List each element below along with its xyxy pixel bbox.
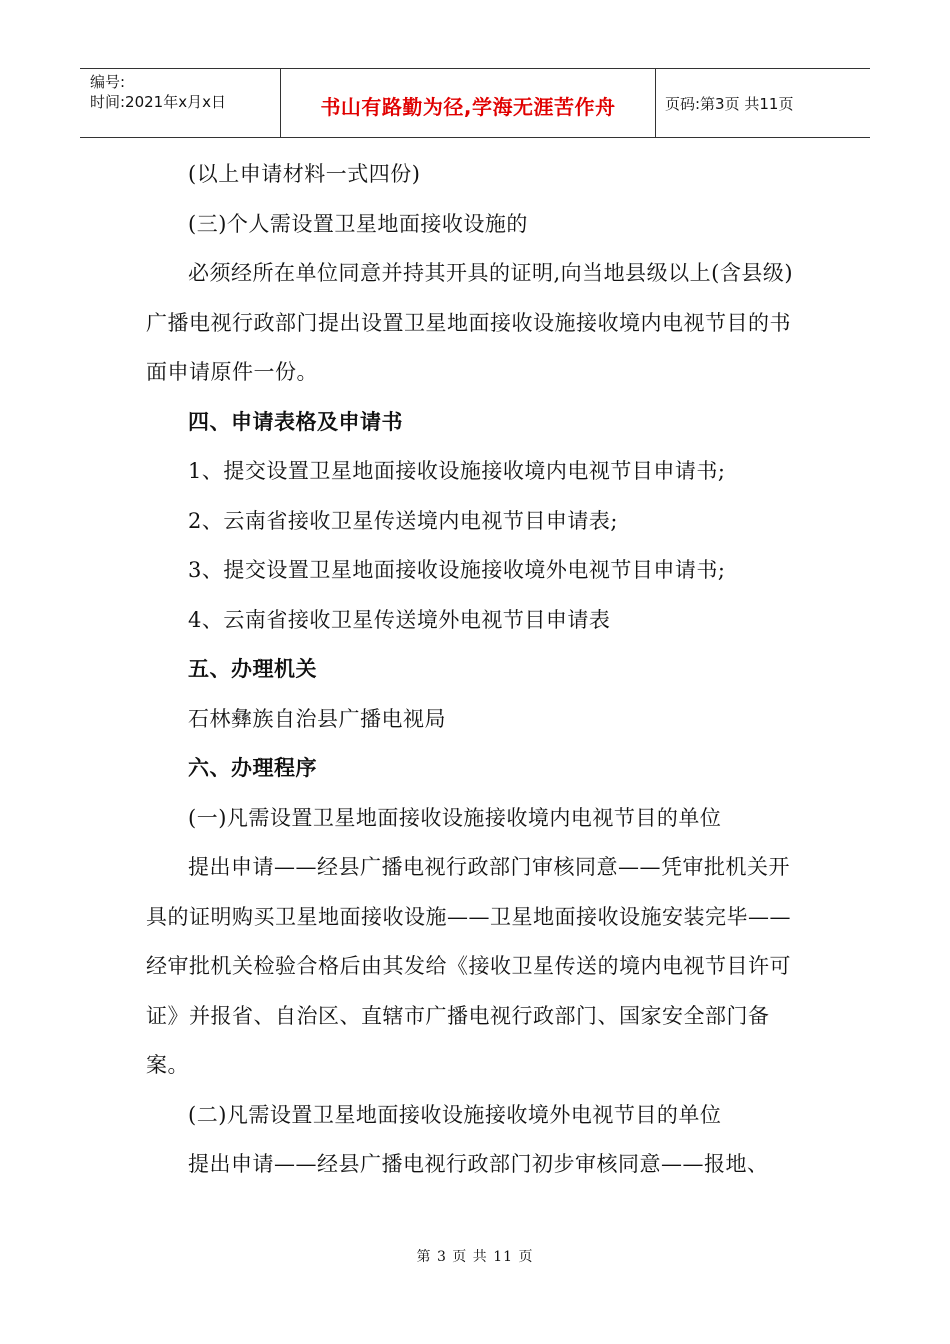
form-item-4: 4、云南省接收卫星传送境外电视节目申请表 [188,607,611,632]
header-page-cell [655,69,870,137]
header-motto-cell [280,69,656,137]
form-item-3: 3、提交设置卫星地面接收设施接收境外电视节目申请书; [188,558,726,582]
section-5-heading: 五、办理机关 [188,657,317,681]
materials-note: (以上申请材料一式四份) [188,162,421,186]
subsection-3-text: 必须经所在单位同意并持其开具的证明,向当地县级以上(含县级)广播电视行政部门提出设置卫星地面接收设施接收境内电视节目的书面申请原件一份。 [146,261,794,384]
form-item-2: 2、云南省接收卫星传送境内电视节目申请表; [188,508,618,533]
subsection-3-heading: (三)个人需设置卫星地面接收设施的 [188,211,528,236]
page-footer: 第 3 页 共 11 页 [416,1249,534,1265]
document-header [80,68,870,138]
procedure-2-heading: (二)凡需设置卫星地面接收设施接收境外电视节目的单位 [188,1102,722,1127]
authority-name: 石林彝族自治县广播电视局 [188,706,446,731]
procedure-1-heading: (一)凡需设置卫星地面接收设施接收境内电视节目的单位 [188,805,722,830]
procedure-2-text: 提出申请——经县广播电视行政部门初步审核同意——报地、 [188,1152,769,1176]
form-item-1: 1、提交设置卫星地面接收设施接收境内电视节目申请书; [188,459,726,483]
document-time-label: 时间:2021年x月x日 [90,93,226,111]
section-4-heading: 四、申请表格及申请书 [188,409,403,434]
procedure-1-text: 提出申请——经县广播电视行政部门审核同意——凭审批机关开具的证明购买卫星地面接收设施——卫星地面接收设施安装完毕——经审批机关检验合格后由其发给《接收卫星传送的境内电视节目许可证》并报省、自治区、直辖市广播电视行政部门、国家安全部门备案。 [146,855,791,1077]
header-page-info: 页码:第3页 共11页 [665,95,794,113]
document-body [146,150,806,1190]
document-number-label: 编号: [90,73,126,91]
header-motto: 书山有路勤为径,学海无涯苦作舟 [320,95,616,119]
header-meta-cell [80,69,280,137]
section-6-heading: 六、办理程序 [188,756,317,780]
